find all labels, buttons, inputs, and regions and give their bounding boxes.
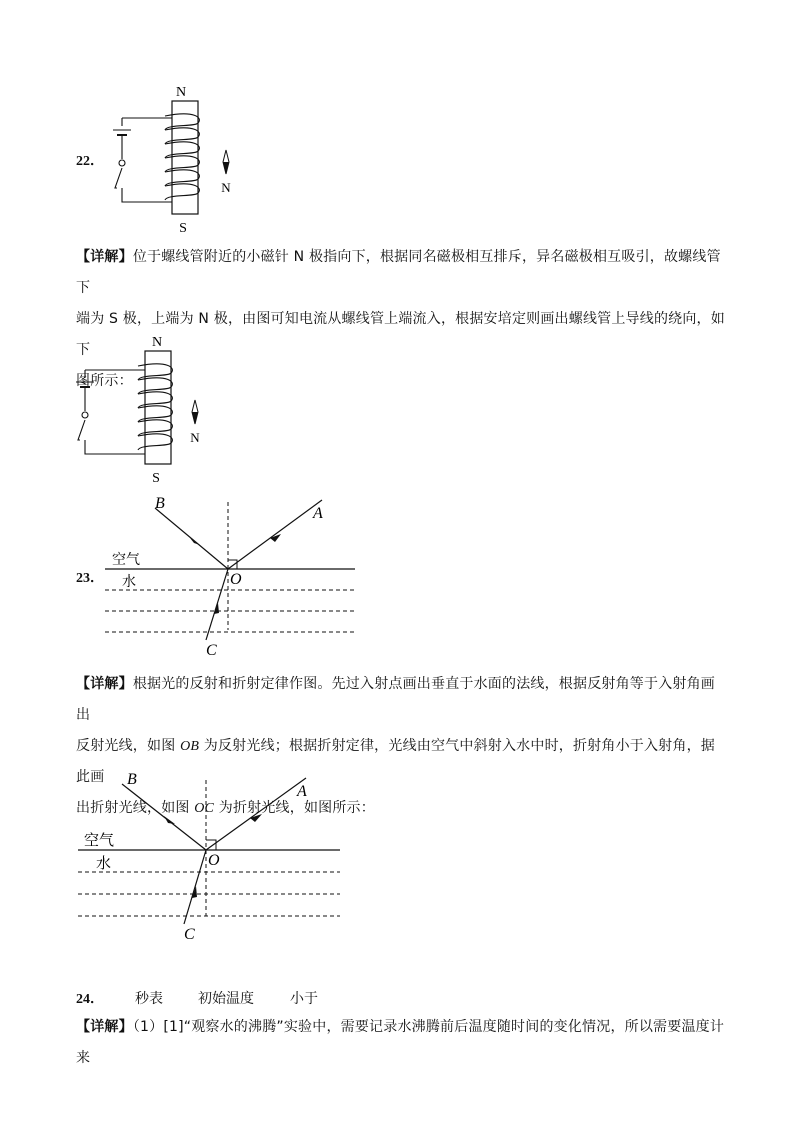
solenoid-figure-answer	[66, 330, 216, 490]
detail-text-line: 图所示：	[76, 373, 133, 389]
refraction-figure-question	[100, 490, 360, 660]
detail-tag: 【详解】	[76, 676, 133, 692]
incident-arrow	[250, 814, 262, 822]
detail-text-line: 端为 S 极，上端为 N 极，由图可知电流从螺线管上端流入，根据安培定则画出螺线管上导线的绕向，如下	[76, 311, 725, 358]
label-water: 水	[96, 854, 112, 872]
solenoid-bottom-label: S	[152, 471, 160, 486]
reflected-ray	[155, 508, 228, 569]
detail-text: 为反射光线；根据折射定律，光线由空气中斜射入水中时，折射角小于入射角，据此画	[76, 738, 715, 785]
compass-needle-north	[192, 412, 198, 424]
label-b: B	[155, 495, 165, 512]
detail-text-line: 根据光的反射和折射定律作图。先过入射点画出垂直于水面的法线，根据反射角等于入射角画出	[76, 676, 716, 723]
question-number-23: 23．	[76, 571, 104, 586]
label-c: C	[206, 642, 217, 659]
answer-blank-1: 秒表	[135, 991, 163, 1007]
detail-text: 为折射光线，如图所示：	[214, 800, 375, 816]
answer-blank-2: 初始温度	[198, 991, 254, 1007]
compass-needle-north	[223, 162, 229, 174]
detail-ray-oc: OC	[194, 801, 215, 816]
detail-text-line: （1）[1]“观察水的沸腾”实验中，需要记录水沸腾前后温度随时间的变化情况，所以需要温度计来	[76, 1019, 725, 1066]
q24-detail	[76, 1012, 736, 1074]
solenoid-bottom-label: S	[179, 221, 187, 236]
needle-label: N	[221, 180, 231, 195]
detail-ray-ob: OB	[180, 739, 200, 754]
solenoid-top-label: N	[175, 85, 187, 100]
label-a: A	[313, 505, 323, 522]
label-air: 空气	[84, 831, 115, 849]
detail-tag: 【详解】	[76, 249, 133, 265]
label-water: 水	[122, 574, 136, 590]
refracted-ray	[206, 569, 228, 640]
solenoid-coil	[165, 114, 199, 200]
label-a: A	[297, 783, 307, 800]
label-o: O	[208, 852, 220, 869]
reflected-ray	[122, 784, 206, 850]
question-number-22: 22．	[76, 154, 104, 169]
detail-tag: 【详解】	[76, 1019, 133, 1035]
incident-ray	[228, 500, 322, 569]
solenoid-figure-question	[95, 80, 245, 240]
incident-arrow	[270, 534, 281, 542]
switch-contact	[82, 412, 88, 418]
refracted-ray	[184, 850, 206, 924]
needle-label: N	[190, 430, 200, 445]
label-o: O	[230, 571, 242, 588]
detail-text: 出折射光线，如图	[76, 800, 195, 816]
reflected-arrow	[164, 816, 175, 824]
answer-blank-3: 小于	[290, 991, 318, 1007]
solenoid-coil	[138, 364, 172, 450]
solenoid-top-label: N	[151, 335, 163, 350]
question-number-24: 24．	[76, 992, 104, 1007]
switch-contact	[119, 160, 125, 166]
label-b: B	[127, 771, 137, 788]
label-c: C	[184, 926, 195, 943]
label-air: 空气	[112, 552, 140, 568]
detail-text: 反射光线，如图	[76, 738, 181, 754]
refraction-figure-answer	[70, 768, 350, 948]
detail-text-line: 位于螺线管附近的小磁针 N 极指向下，根据同名磁极相互排斥，异名磁极相互吸引，故螺线管下	[76, 249, 721, 296]
incident-ray	[206, 778, 306, 850]
